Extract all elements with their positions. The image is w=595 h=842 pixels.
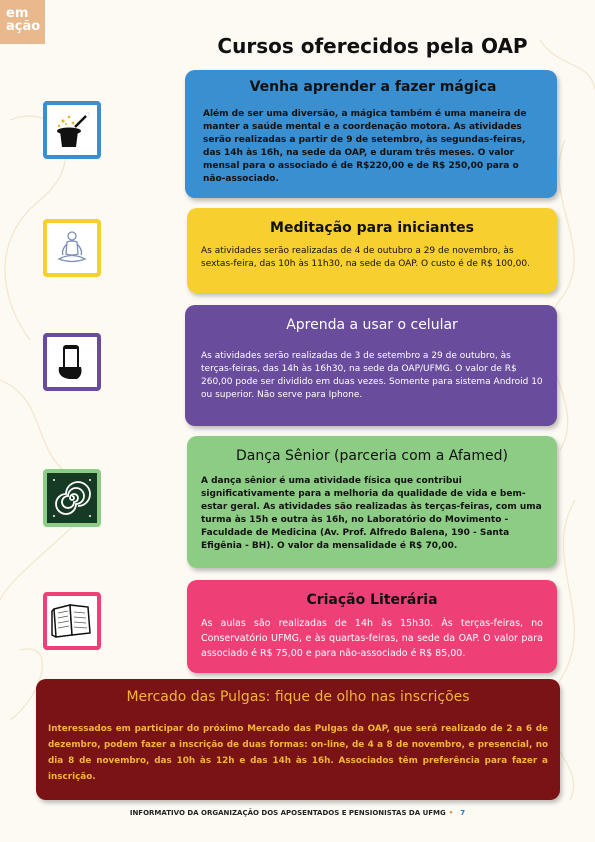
page-title: Cursos oferecidos pela OAP bbox=[217, 34, 528, 58]
literary-icon-box bbox=[43, 592, 101, 650]
course-body: Além de ser uma diversão, a mágica também é uma maneira de manter a saúde mental e a coordenação motora. As atividades serão realizadas a partir de 9 de setembro, às segundas-feiras, das 14h às 16h, na sede da OAP, e duram três meses. O valor mensal para o associado é de R$220,00 e de R$ 250,00 para o não-associado. bbox=[203, 109, 527, 184]
section-tag-line1: em bbox=[6, 6, 29, 21]
market-body: Interessados em participar do próximo Mercado das Pulgas da OAP, que será realizado de 2 a 6 de dezembro, podem fazer a inscrição de duas formas: on-line, de 4 a 8 de novembro, e presencial, no dia 8 de novembro, das 10h às 12h e das 14h às 16h. Associados têm preferência para fazer a inscrição. bbox=[48, 724, 548, 782]
course-body: As atividades serão realizadas de 3 de setembro a 29 de outubro, às terças-feiras, das 14h às 16h30, na sede da OAP/UFMG. O valor de R$ 260,00 pode ser dividido em duas vezes. Somente para sistema Android 10 ou superior. Não serve para Iphone. bbox=[201, 351, 543, 400]
market-card bbox=[36, 679, 560, 800]
course-card-literary bbox=[187, 580, 557, 673]
footer bbox=[0, 809, 595, 817]
market-title: Mercado das Pulgas: fique de olho nas inscrições bbox=[126, 689, 470, 705]
dance-icon-box bbox=[43, 469, 101, 527]
section-tag-line2: ação bbox=[6, 19, 41, 34]
magic-hat-icon bbox=[51, 109, 93, 151]
course-title: Criação Literária bbox=[306, 592, 438, 608]
course-card-magic bbox=[185, 70, 557, 198]
open-book-icon bbox=[50, 601, 94, 641]
course-title: Dança Sênior (parceria com a Afamed) bbox=[236, 448, 508, 464]
footer-separator: • bbox=[448, 809, 454, 817]
footer-text: INFORMATIVO DA ORGANIZAÇÃO DOS APOSENTADOS E PENSIONISTAS DA UFMG bbox=[129, 809, 446, 817]
course-title: Venha aprender a fazer mágica bbox=[249, 79, 497, 95]
meditation-icon-box bbox=[43, 219, 101, 277]
course-body: As aulas são realizadas de 14h às 15h30. Às terças-feiras, no Conservatório UFMG, e às quartas-feiras, na sede da OAP. O valor para associado é R$ 75,00 e para não-associado é R$ 85,00. bbox=[201, 618, 543, 659]
page-number: 7 bbox=[460, 809, 466, 817]
phone-icon-box bbox=[43, 333, 101, 391]
course-body: A dança sênior é uma atividade física que contribui significativamente para a melhoria da qualidade de vida e bem-estar geral. As atividades são realizadas às terças-feiras, com uma turma às 15h e outra às 16h, no Laboratório do Movimento - Faculdade de Medicina (Av. Prof. Alfredo Balena, 190 - Santa Efigênia - BH). O valor da mensalidade é R$ 70,00. bbox=[201, 476, 542, 551]
course-body: As atividades serão realizadas de 4 de outubro a 29 de novembro, às sextas-feira, das 10h às 11h30, na sede da OAP. O custo é de R$ 100,00. bbox=[201, 246, 530, 269]
meditation-icon bbox=[51, 227, 93, 269]
course-title: Aprenda a usar o celular bbox=[286, 317, 458, 333]
course-card-dance bbox=[187, 436, 557, 568]
smartphone-icon bbox=[51, 341, 93, 383]
course-title: Meditação para iniciantes bbox=[270, 220, 474, 236]
magic-icon-box bbox=[43, 101, 101, 159]
course-card-cellphone bbox=[185, 305, 557, 426]
course-card-meditation bbox=[187, 208, 557, 293]
spiral-icon bbox=[50, 476, 94, 520]
